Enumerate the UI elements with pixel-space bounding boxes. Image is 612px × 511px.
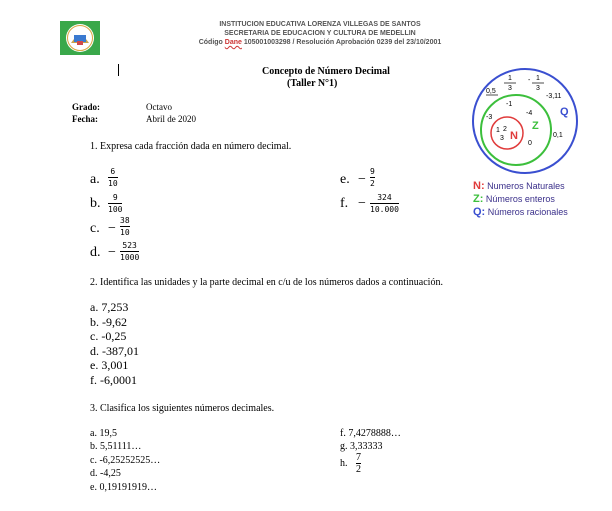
grado-value: Octavo <box>146 102 172 112</box>
q1-item-e-sign: − <box>358 172 366 187</box>
q1-item-d-sign: − <box>108 245 116 260</box>
code-line: Código Dane 105001003298 / Resolución Aprobación 0239 del 23/10/2001 <box>198 39 442 46</box>
value-label: -3 <box>486 114 493 121</box>
list-item: f. -6,0001 <box>90 372 137 387</box>
value-label: -3,11 <box>546 93 562 100</box>
set-symbol-n: N <box>510 130 518 142</box>
q1-item-a-fraction <box>108 167 118 188</box>
value-label: 1 <box>536 75 540 82</box>
value-label: -1 <box>506 101 513 108</box>
list-item: g. 3,33333 <box>340 441 383 453</box>
denominator: 10 <box>120 228 130 237</box>
value-label: 1 <box>496 127 500 134</box>
legend-item-enteros: Z: Números enteros <box>473 193 555 205</box>
denominator: 10 <box>108 179 118 188</box>
list-item: a. 7,253 <box>90 300 129 314</box>
value-label: 3 <box>508 85 512 92</box>
legend-item-naturales: N: Numeros Naturales <box>473 180 565 192</box>
q1-item-f-label: f. <box>340 196 349 211</box>
q1-item-a-label: a. <box>90 172 100 187</box>
value-label: 3 <box>536 85 540 92</box>
value-label: - <box>528 77 531 84</box>
value-label: 0,5 <box>486 88 496 95</box>
denominator: 2 <box>370 179 375 188</box>
value-label: 2 <box>503 126 507 133</box>
numerator: 7 <box>356 452 361 463</box>
set-symbol-z: Z <box>532 120 539 132</box>
q1-item-c-label: c. <box>90 221 100 236</box>
denominator: 10.000 <box>370 205 399 214</box>
school-name: INSTITUCION EDUCATIVA LORENZA VILLEGAS DE SANTOS <box>219 21 421 28</box>
q1-item-b-label: b. <box>90 196 101 211</box>
value-label: 0 <box>528 140 532 147</box>
q1-item-f-sign: − <box>358 196 366 211</box>
grado-label: Grado: <box>72 102 100 112</box>
list-item: e. 0,19191919… <box>90 481 157 493</box>
list-item: c. -6,25252525… <box>90 454 161 466</box>
fecha-label: Fecha: <box>72 114 98 124</box>
q3-item-h-label: h. <box>340 458 348 469</box>
list-item: b. -9,62 <box>90 314 127 329</box>
value-label: 0,1 <box>553 132 563 139</box>
rational-set-circle <box>473 69 577 173</box>
list-item: a. 19,5 <box>90 428 117 439</box>
q1-item-d-fraction <box>120 241 139 262</box>
denominator: 100 <box>108 205 123 214</box>
list-item: b. 5,51111… <box>90 441 142 453</box>
list-item: f. 7,4278888… <box>340 428 401 439</box>
q1-item-b-fraction <box>108 193 122 214</box>
page-title: Concepto de Número Decimal <box>262 66 390 77</box>
question-3: 3. Clasifica los siguientes números decimales. <box>90 403 275 414</box>
q1-item-d-label: d. <box>90 245 101 260</box>
list-item: d. -4,25 <box>90 468 121 480</box>
numerator: 9 <box>370 167 375 176</box>
q1-item-e-label: e. <box>340 172 350 187</box>
value-label: 3 <box>500 135 504 142</box>
school-logo <box>60 21 100 55</box>
numerator: 6 <box>110 167 116 176</box>
question-2: 2. Identifica las unidades y la parte decimal en c/u de los números dados a continuación. <box>90 277 443 288</box>
list-item: c. -0,25 <box>90 329 127 344</box>
question-1: 1. Expresa cada fracción dada en número decimal. <box>90 141 292 152</box>
q3-item-h-fraction <box>356 453 361 474</box>
set-symbol-q: Q <box>560 106 569 118</box>
text-cursor <box>118 64 119 76</box>
legend-item-racionales: Q: Números racionales <box>473 206 568 218</box>
fecha-value: Abril de 2020 <box>146 114 196 124</box>
q3-list-left <box>90 427 160 494</box>
list-item: d. -387,01 <box>90 343 139 358</box>
numerator: 324 <box>377 193 392 202</box>
denominator: 1000 <box>120 253 140 262</box>
q3-list-right <box>340 427 401 454</box>
list-item: e. 3,001 <box>90 358 129 373</box>
number-sets-diagram <box>470 60 582 178</box>
numerator: 523 <box>122 241 137 250</box>
q1-item-e-fraction <box>370 167 375 188</box>
numerator: 38 <box>120 216 130 225</box>
value-label: -4 <box>526 110 533 117</box>
page-subtitle: (Taller N°1) <box>287 78 338 89</box>
q1-item-f-fraction <box>370 193 399 214</box>
value-label: 1 <box>508 75 512 82</box>
code-word: Dane <box>224 39 242 46</box>
secretaria-name: SECRETARIA DE EDUCACION Y CULTURA DE MEDELLIN <box>224 30 416 37</box>
q1-item-c-sign: − <box>108 221 116 236</box>
numerator: 9 <box>112 193 118 202</box>
denominator: 2 <box>356 464 361 475</box>
q1-item-c-fraction <box>120 216 130 237</box>
q2-list <box>90 300 139 388</box>
